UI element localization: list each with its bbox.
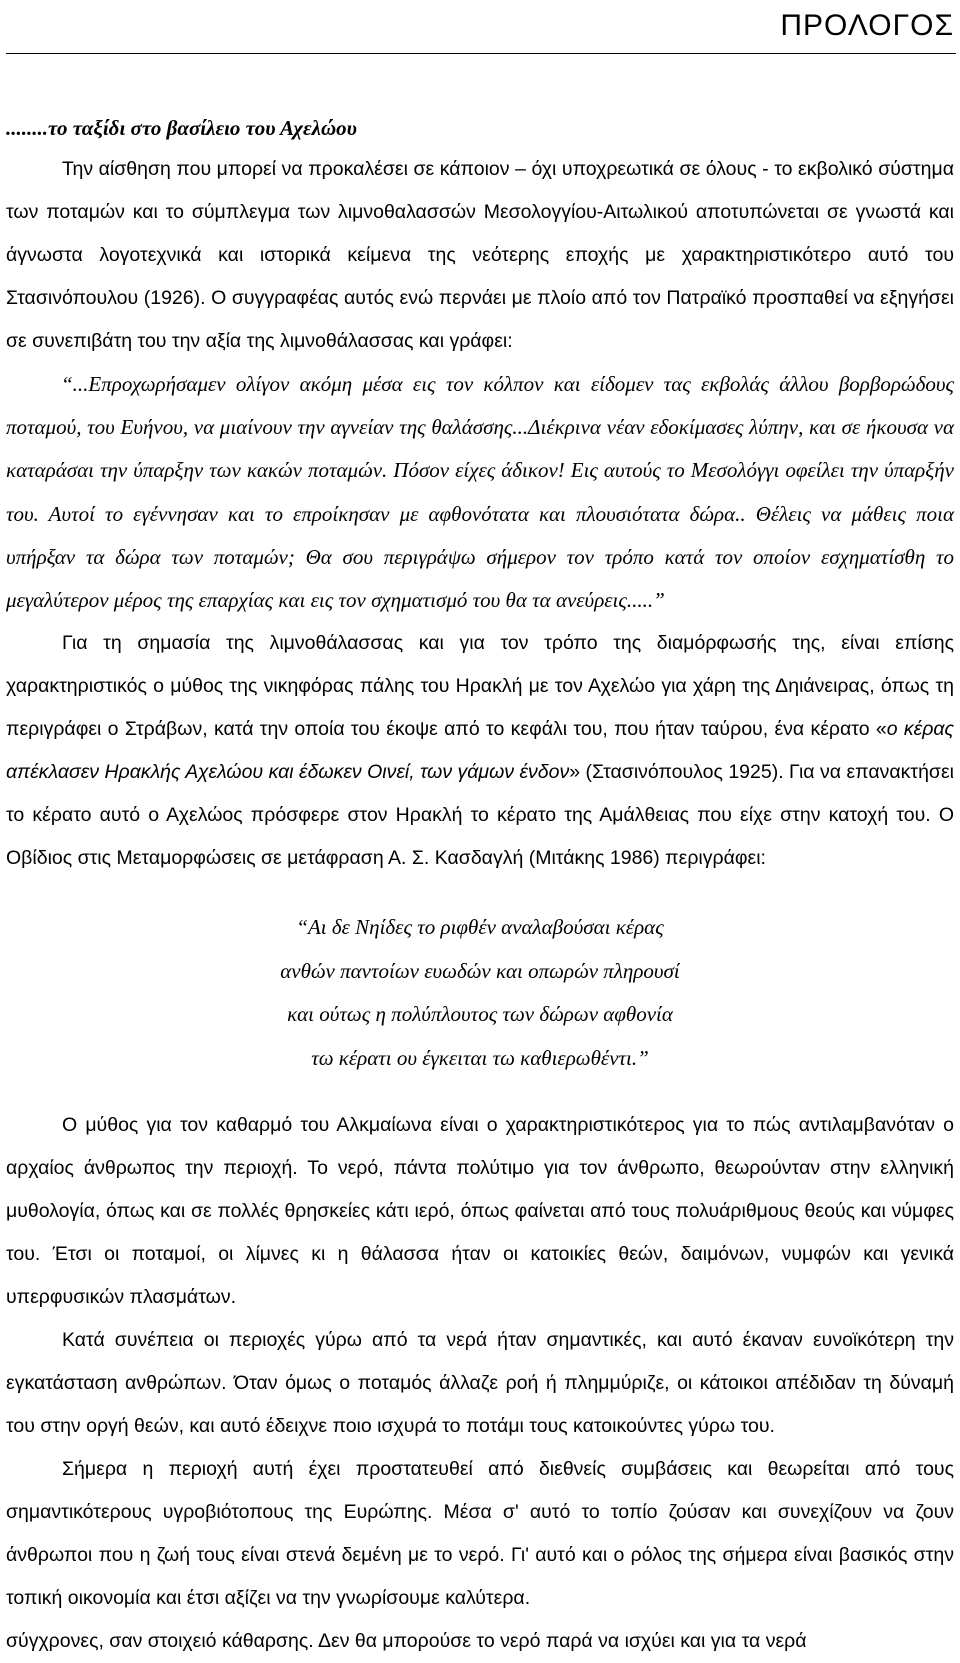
alkmaion-paragraph <box>6 1104 954 1319</box>
intro-paragraph <box>6 148 954 363</box>
continuation-paragraph: σύγχρονες, σαν στοιχειό κάθαρσης. Δεν θα μπορούσε το νερό παρά να ισχύει και για τα νερά <box>6 1630 807 1653</box>
acheloos-myth-paragraph <box>6 622 954 880</box>
page-title: ΠΡΟΛΟΓΟΣ <box>780 9 954 42</box>
intro-paragraph-text-b: Ο συγγραφέας αυτός ενώ περνάει με πλοίο από τον Πατραϊκό προσπαθεί να εξηγήσει σε συνεπιβάτη του την αξία της λιμνοθάλασσας και γράφει: <box>6 287 954 352</box>
body-text <box>6 108 954 1663</box>
poem-line: ανθών παντοίων ευωδών και οπωρών πληρουσί <box>280 958 680 983</box>
title-divider <box>6 53 956 54</box>
ovid-poem <box>6 906 954 1080</box>
stasinopoulos-quote-text: “...Επροχωρήσαμεν ολίγον ακόμη μέσα εις τον κόλπον και είδομεν τας εκβολάς άλλου βορβορώδους ποταμού, του Ευήνου, να μιαίνουν την αγνείαν της θαλάσσης...Διέκρινα νέαν εδοκίμασες λύπην, και σε ήκουσα να καταράσαι την ύπαρξην των κακών ποταμών. Πόσον είχες άδικον! Εις αυτούς το Μεσολόγγι οφείλει την ύπαρξήν του. Αυτοί το εγέννησαν και το επροίκησαν με αφθονότατα και πλουσιότατα δώρα.. Θέλεις να μάθεις ποια υπήρξαν τα δώρα των ποταμών; Θα σου περιγράψω σήμερον τον τρόπο κατά τον οποίον εσχηματίσθη το μεγαλύτερον μέρος της επαρχίας και εις τον σχηματισμό του θα τα ανεύρεις.....” <box>6 372 954 613</box>
acheloos-myth-text-b: » (Στασινόπουλος 1925). Για να επανακτήσει το κέρατο αυτό ο Αχελώος πρόσφερε στον Ηρακλή το κέρατο της Αμάλθειας που είχε στην κατοχή του. Ο Οβίδιος στις Μεταμορφώσεις σε μετάφραση Α. Σ. Κασδαγλή (Μιτάκης 1986) περιγράφει: <box>6 761 954 870</box>
acheloos-myth-italic: ο κέρας απέκλασεν Ηρακλής Αχελώου και έδωκεν Οινεί, των γάμων ένδον <box>6 718 954 784</box>
alkmaion-paragraph-text-b: Το νερό, πάντα πολύτιμο για τον άνθρωπο, θεωρούνταν στην ελληνική μυθολογία, όπως και σε πολλές θρησκείες κάτι ιερό, όπως φαίνεται από τους πολυάριθμους θεούς και νύμφες του. Έτσι οι ποταμοί, οι λίμνες κι η θάλασσα ήταν οι κατοικίες θεών, δαιμόνων, νυμφών και γενικά υπερφυσικών πλασμάτων. <box>6 1157 955 1309</box>
alkmaion-paragraph-text-a: Ο μύθος για τον καθαρμό του Αλκμαίωνα είναι ο χαρακτηριστικότερος για το πώς αντιλαμβανόταν ο αρχαίος άνθρωπος την περιοχή. <box>6 1114 954 1180</box>
intro-paragraph-text-a: Την αίσθηση που μπορεί να προκαλέσει σε κάποιον – όχι υποχρεωτικά σε όλους - το εκβολικό σύστημα των ποταμών και το σύμπλεγμα των λιμνοθαλασσών Μεσολογγίου-Αιτωλικού αποτυπώνεται σε γνωστά και άγνωστα λογοτεχνικά και ιστορικά κείμενα της νεότερης εποχής με χαρακτηριστικότερο αυτό του Στασινόπουλου (1926). <box>6 158 954 309</box>
poem-line: και ούτως η πολύπλουτος των δώρων αφθονία <box>287 1002 673 1027</box>
acheloos-myth-text-a: Για τη σημασία της λιμνοθάλασσας και για τον τρόπο της διαμόρφωσής της, είναι επίσης χαρακτηριστικός ο μύθος της νικηφόρας πάλης του Ηρακλή με τον Αχελώο για χάρη της Δηιάνειρας, όπως τη περιγράφει ο Στράβων, κατά την οποία του έκοψε από το κεφάλι του, που ήταν ταύρου, ένα κέρατο « <box>6 632 954 741</box>
protection-paragraph: Σήμερα η περιοχή αυτή έχει προστατευθεί από διεθνείς συμβάσεις και θεωρείται από τους σημαντικότερους υγροβιότοπους της Ευρώπης. Μέσα σ' αυτό το τοπίο ζούσαν και συνεχίζουν να ζουν άνθρωποι που η ζωή τους είναι στενά δεμένη με το νερό. Γι' αυτό και ο ρόλος της σήμερα είναι βασικός στην τοπική οικονομία και έτσι αξίζει να την γνωρίσουμε καλύτερα. <box>6 1458 954 1610</box>
poem-line: τω κέρατι ου έγκειται τω καθιερωθέντι.” <box>311 1045 649 1070</box>
section-subtitle: ........το ταξίδι στο βασίλειο του Αχελώου <box>6 116 357 140</box>
stasinopoulos-quote <box>6 363 954 622</box>
consequence-paragraph: Κατά συνέπεια οι περιοχές γύρω από τα νερά ήταν σημαντικές, και αυτό έκαναν ευνοϊκότερη την εγκατάσταση ανθρώπων. Όταν όμως ο ποταμός άλλαζε ροή ή πλημμύριζε, οι κάτοικοι απέδιδαν τη δύναμή του στην οργή θεών, και αυτό έδειχνε ποιο ισχυρά το ποτάμι τους κατοικούντες γύρω του. <box>6 1329 954 1438</box>
poem-line: “Αι δε Νηίδες το ριφθέν αναλαβούσαι κέρας <box>296 915 664 940</box>
